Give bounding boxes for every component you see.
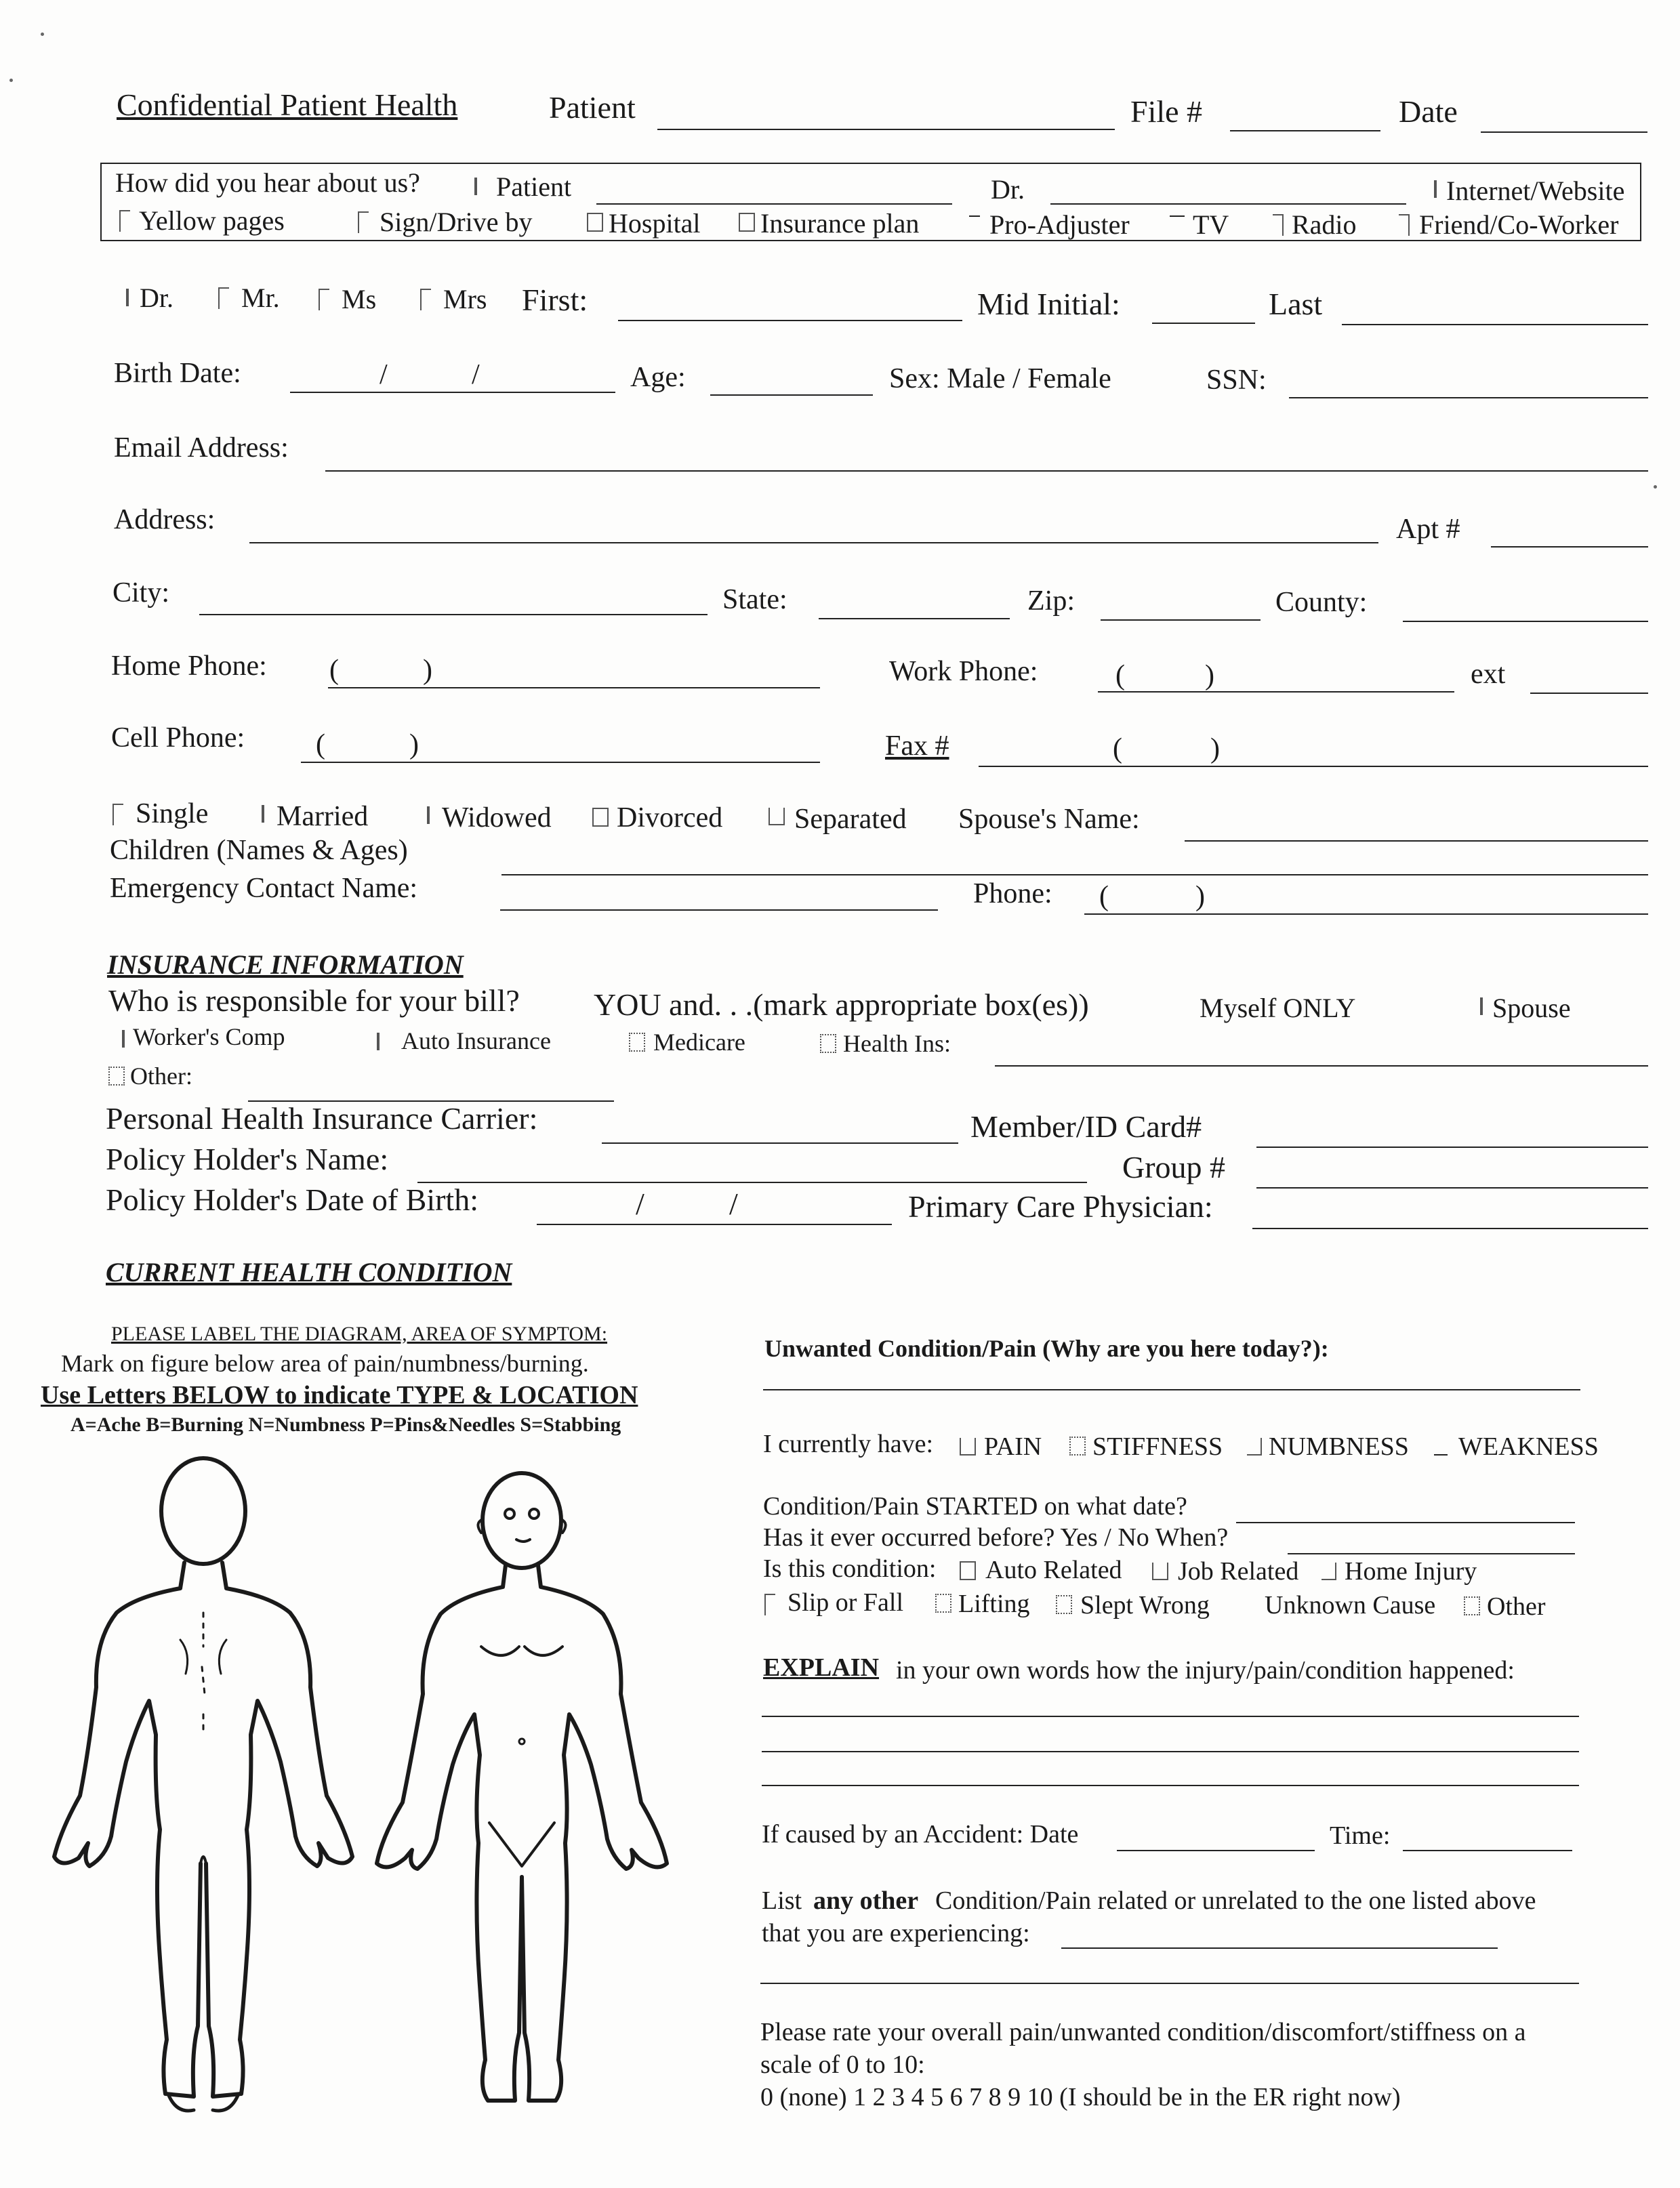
spouse-checkbox[interactable] xyxy=(1480,997,1483,1015)
zip-label: Zip: xyxy=(1027,585,1075,617)
front-figure xyxy=(377,1473,667,2101)
occurred-label[interactable]: Has it ever occurred before? Yes / No When? xyxy=(763,1523,1229,1552)
title-mrs-label: Mrs xyxy=(443,284,487,314)
referral-patient-checkbox[interactable] xyxy=(474,178,477,195)
emergency-phone-field[interactable] xyxy=(1084,913,1648,915)
referral-sign-label: Sign/Drive by xyxy=(380,207,533,237)
cell-phone-field[interactable] xyxy=(301,762,820,763)
other-condition-checkbox[interactable] xyxy=(1464,1596,1480,1615)
mid-initial-field[interactable] xyxy=(1152,323,1255,324)
referral-radio-label: Radio xyxy=(1292,209,1357,240)
slip-fall-label: Slip or Fall xyxy=(787,1588,904,1617)
holder-dob-slash-1: / xyxy=(636,1186,644,1221)
emergency-contact-field[interactable] xyxy=(500,909,938,911)
myself-only-label[interactable]: Myself ONLY xyxy=(1200,993,1356,1023)
workers-comp-checkbox[interactable] xyxy=(122,1030,125,1048)
holder-dob-label: Policy Holder's Date of Birth: xyxy=(106,1182,478,1217)
slept-wrong-label: Slept Wrong xyxy=(1080,1591,1210,1619)
weakness-label: WEAKNESS xyxy=(1458,1432,1599,1461)
form-title: Confidential Patient Health xyxy=(117,87,458,122)
date-label: Date xyxy=(1399,94,1458,129)
fax-field[interactable] xyxy=(979,766,1648,767)
medicare-checkbox[interactable] xyxy=(629,1033,645,1052)
title-mr-label: Mr. xyxy=(241,283,280,313)
referral-tv-checkbox[interactable] xyxy=(1170,215,1185,217)
group-label: Group # xyxy=(1122,1150,1226,1184)
email-label: Email Address: xyxy=(114,432,289,463)
stiffness-label: STIFFNESS xyxy=(1092,1432,1223,1461)
referral-internet-label: Internet/Website xyxy=(1446,176,1625,206)
apt-label: Apt # xyxy=(1396,514,1460,545)
children-label: Children (Names & Ages) xyxy=(110,835,408,866)
numbness-checkbox[interactable] xyxy=(1247,1438,1262,1456)
experiencing-field[interactable] xyxy=(1061,1947,1498,1949)
diagram-letters: Use Letters BELOW to indicate TYPE & LOCATION xyxy=(41,1381,638,1409)
body-diagram[interactable] xyxy=(41,1443,691,2121)
accident-date-label: If caused by an Accident: Date xyxy=(762,1820,1079,1849)
referral-yellow-checkbox[interactable] xyxy=(119,210,130,232)
is-this-label: Is this condition: xyxy=(763,1554,937,1583)
ext-field[interactable] xyxy=(1530,693,1648,694)
pcp-field[interactable] xyxy=(1252,1228,1648,1229)
fax-label: Fax # xyxy=(885,730,949,762)
referral-insurance-checkbox[interactable] xyxy=(739,213,755,232)
auto-insurance-label: Auto Insurance xyxy=(401,1027,551,1054)
policy-holder-label: Policy Holder's Name: xyxy=(106,1142,389,1176)
birth-date-slash-2: / xyxy=(472,359,480,390)
numbness-label: NUMBNESS xyxy=(1269,1432,1409,1461)
auto-insurance-checkbox[interactable] xyxy=(377,1033,380,1050)
pain-scale[interactable]: 0 (none) 1 2 3 4 5 6 7 8 9 10 (I should be in the ER right now) xyxy=(760,2083,1401,2111)
emergency-contact-label: Emergency Contact Name: xyxy=(110,873,418,904)
list-word: List xyxy=(762,1886,802,1915)
explain-label: in your own words how the injury/pain/condition happened: xyxy=(896,1656,1515,1685)
health-heading: CURRENT HEALTH CONDITION xyxy=(106,1257,512,1287)
apt-field[interactable] xyxy=(1491,546,1648,548)
explain-field-1[interactable] xyxy=(762,1716,1579,1717)
accident-time-field[interactable] xyxy=(1403,1850,1572,1851)
scan-speck xyxy=(9,79,13,82)
explain-field-2[interactable] xyxy=(762,1751,1579,1752)
any-other-word: any other xyxy=(813,1886,919,1915)
birth-date-slash-1: / xyxy=(380,359,388,390)
home-injury-checkbox[interactable] xyxy=(1322,1563,1336,1580)
children-field[interactable] xyxy=(501,874,1648,875)
rate-instructions-2: scale of 0 to 10: xyxy=(760,2050,925,2079)
date-field[interactable] xyxy=(1481,131,1647,133)
health-ins-checkbox[interactable] xyxy=(820,1034,836,1053)
experiencing-label: that you are experiencing: xyxy=(762,1919,1030,1947)
work-phone-paren-open: ( xyxy=(1115,660,1125,691)
married-label: Married xyxy=(276,801,369,832)
zip-field[interactable] xyxy=(1101,619,1261,621)
member-id-field[interactable] xyxy=(1256,1147,1648,1148)
city-field[interactable] xyxy=(199,614,708,615)
accident-date-field[interactable] xyxy=(1117,1850,1315,1851)
referral-insurance-label: Insurance plan xyxy=(760,208,920,239)
cell-phone-label: Cell Phone: xyxy=(111,722,245,754)
divorced-checkbox[interactable] xyxy=(592,808,609,827)
referral-sign-checkbox[interactable] xyxy=(358,211,369,233)
job-related-checkbox[interactable] xyxy=(1152,1563,1168,1580)
title-dr-label: Dr. xyxy=(140,283,173,313)
you-and-label: YOU and. . .(mark appropriate box(es)) xyxy=(594,987,1089,1022)
last-name-field[interactable] xyxy=(1342,324,1648,325)
widowed-checkbox[interactable] xyxy=(427,806,430,824)
emergency-phone-paren-open: ( xyxy=(1099,881,1109,912)
list-other-label: Condition/Pain related or unrelated to the one listed above xyxy=(935,1886,1536,1915)
county-field[interactable] xyxy=(1403,621,1648,622)
title-mr-checkbox[interactable] xyxy=(218,287,229,309)
pcp-label: Primary Care Physician: xyxy=(908,1189,1213,1224)
work-phone-field[interactable] xyxy=(1098,691,1454,693)
occurred-field[interactable] xyxy=(1288,1553,1575,1554)
pain-checkbox[interactable] xyxy=(960,1438,976,1456)
home-injury-label: Home Injury xyxy=(1345,1557,1477,1586)
currently-have-label: I currently have: xyxy=(763,1430,934,1458)
auto-related-label: Auto Related xyxy=(985,1556,1122,1584)
ssn-field[interactable] xyxy=(1289,397,1648,398)
lifting-checkbox[interactable] xyxy=(935,1594,951,1613)
referral-proadjuster-checkbox[interactable] xyxy=(969,215,980,217)
separated-checkbox[interactable] xyxy=(769,808,785,825)
separated-label: Separated xyxy=(794,804,907,835)
diagram-title: PLEASE LABEL THE DIAGRAM, AREA OF SYMPTOM: xyxy=(111,1323,608,1345)
policy-holder-field[interactable] xyxy=(417,1182,1087,1183)
age-field[interactable] xyxy=(710,394,873,396)
file-label: File # xyxy=(1130,94,1203,129)
other-insurance-label: Other: xyxy=(130,1062,192,1090)
widowed-label: Widowed xyxy=(442,802,552,833)
health-ins-field[interactable] xyxy=(995,1065,1648,1067)
health-ins-label: Health Ins: xyxy=(843,1030,951,1057)
referral-hospital-label: Hospital xyxy=(609,208,701,239)
email-field[interactable] xyxy=(325,470,1648,472)
spouse-name-field[interactable] xyxy=(1185,840,1648,842)
pain-label: PAIN xyxy=(984,1432,1042,1461)
unwanted-label: Unwanted Condition/Pain (Why are you here today?): xyxy=(764,1335,1329,1362)
back-figure xyxy=(54,1458,352,2111)
referral-hospital-checkbox[interactable] xyxy=(587,213,603,232)
single-label: Single xyxy=(136,798,209,829)
last-name-label: Last xyxy=(1269,287,1323,321)
insurance-heading: INSURANCE INFORMATION xyxy=(107,949,464,980)
group-field[interactable] xyxy=(1256,1187,1648,1189)
divorced-label: Divorced xyxy=(617,802,723,833)
first-name-label: First: xyxy=(522,283,588,317)
ext-label: ext xyxy=(1471,659,1506,690)
weakness-checkbox[interactable] xyxy=(1434,1454,1448,1456)
cell-phone-paren-close: ) xyxy=(409,729,419,760)
medicare-label: Medicare xyxy=(653,1029,745,1056)
referral-dr-field[interactable] xyxy=(1050,203,1406,205)
married-checkbox[interactable] xyxy=(262,805,264,823)
slip-fall-checkbox[interactable] xyxy=(764,1594,775,1615)
sex-label[interactable]: Sex: Male / Female xyxy=(889,363,1111,394)
birth-date-label: Birth Date: xyxy=(114,358,241,389)
referral-tv-label: TV xyxy=(1193,209,1229,240)
auto-related-checkbox[interactable] xyxy=(960,1561,976,1580)
title-dr-checkbox[interactable] xyxy=(126,289,129,306)
unwanted-field[interactable] xyxy=(763,1389,1580,1390)
other-condition-label: Other xyxy=(1487,1592,1546,1621)
fax-paren-close: ) xyxy=(1210,733,1220,764)
patient-name-field[interactable] xyxy=(657,129,1115,130)
other-insurance-checkbox[interactable] xyxy=(108,1067,125,1086)
home-phone-paren-open: ( xyxy=(329,655,339,686)
referral-patient-field[interactable] xyxy=(596,203,952,205)
lifting-label: Lifting xyxy=(958,1590,1030,1618)
referral-proadjuster-label: Pro-Adjuster xyxy=(989,209,1130,240)
fax-paren-open: ( xyxy=(1113,733,1122,764)
county-label: County: xyxy=(1275,587,1368,618)
address-label: Address: xyxy=(114,504,216,535)
explain-field-3[interactable] xyxy=(762,1785,1579,1786)
job-related-label: Job Related xyxy=(1178,1557,1299,1586)
holder-dob-slash-2: / xyxy=(729,1186,738,1221)
referral-yellow-label: Yellow pages xyxy=(139,205,285,236)
state-label: State: xyxy=(722,584,787,615)
referral-radio-checkbox[interactable] xyxy=(1273,214,1284,236)
age-label: Age: xyxy=(630,362,686,393)
started-field[interactable] xyxy=(1236,1522,1575,1523)
mid-initial-label: Mid Initial: xyxy=(977,287,1120,321)
emergency-phone-label: Phone: xyxy=(973,878,1052,909)
referral-friend-checkbox[interactable] xyxy=(1399,214,1410,236)
referral-patient-label: Patient xyxy=(496,171,572,202)
experiencing-field-2[interactable] xyxy=(760,1983,1579,1984)
diagram-instructions: Mark on figure below area of pain/numbness/burning. xyxy=(61,1350,589,1377)
spouse-name-label: Spouse's Name: xyxy=(958,804,1140,835)
home-phone-label: Home Phone: xyxy=(111,651,267,682)
city-label: City: xyxy=(112,577,170,608)
first-name-field[interactable] xyxy=(618,320,962,321)
title-ms-label: Ms xyxy=(342,284,377,314)
referral-internet-checkbox[interactable] xyxy=(1434,180,1437,198)
referral-friend-label: Friend/Co-Worker xyxy=(1419,209,1619,240)
referral-dr-label: Dr. xyxy=(991,174,1025,205)
emergency-phone-paren-close: ) xyxy=(1195,881,1205,912)
workers-comp-label: Worker's Comp xyxy=(133,1023,285,1050)
carrier-field[interactable] xyxy=(602,1142,958,1144)
scan-speck xyxy=(1654,485,1657,489)
rate-instructions-1: Please rate your overall pain/unwanted condition/discomfort/stiffness on a xyxy=(760,2018,1526,2046)
carrier-label: Personal Health Insurance Carrier: xyxy=(106,1101,538,1136)
responsible-label: Who is responsible for your bill? xyxy=(108,983,520,1018)
ssn-label: SSN: xyxy=(1206,365,1267,396)
file-number-field[interactable] xyxy=(1230,130,1380,131)
title-mrs-checkbox[interactable] xyxy=(420,289,431,310)
slept-wrong-checkbox[interactable] xyxy=(1056,1595,1072,1614)
home-phone-field[interactable] xyxy=(328,687,820,688)
holder-dob-field[interactable] xyxy=(537,1224,892,1225)
diagram-legend: A=Ache B=Burning N=Numbness P=Pins&Needles S=Stabbing xyxy=(70,1413,621,1436)
stiffness-checkbox[interactable] xyxy=(1069,1437,1086,1456)
scan-speck xyxy=(41,33,44,36)
state-field[interactable] xyxy=(819,618,1010,619)
birth-date-field[interactable] xyxy=(290,392,615,393)
patient-label: Patient xyxy=(549,90,636,125)
explain-word: EXPLAIN xyxy=(763,1653,880,1682)
unknown-cause-label[interactable]: Unknown Cause xyxy=(1265,1591,1436,1619)
member-id-label: Member/ID Card# xyxy=(970,1109,1202,1144)
work-phone-label: Work Phone: xyxy=(889,656,1038,687)
cell-phone-paren-open: ( xyxy=(316,729,325,760)
started-label: Condition/Pain STARTED on what date? xyxy=(763,1492,1187,1521)
accident-time-label: Time: xyxy=(1330,1821,1391,1850)
address-field[interactable] xyxy=(249,542,1378,543)
work-phone-paren-close: ) xyxy=(1205,660,1214,691)
referral-question: How did you hear about us? xyxy=(115,167,420,198)
single-checkbox[interactable] xyxy=(112,804,123,825)
title-ms-checkbox[interactable] xyxy=(319,289,329,310)
home-phone-paren-close: ) xyxy=(423,655,432,686)
spouse-label: Spouse xyxy=(1492,993,1571,1023)
